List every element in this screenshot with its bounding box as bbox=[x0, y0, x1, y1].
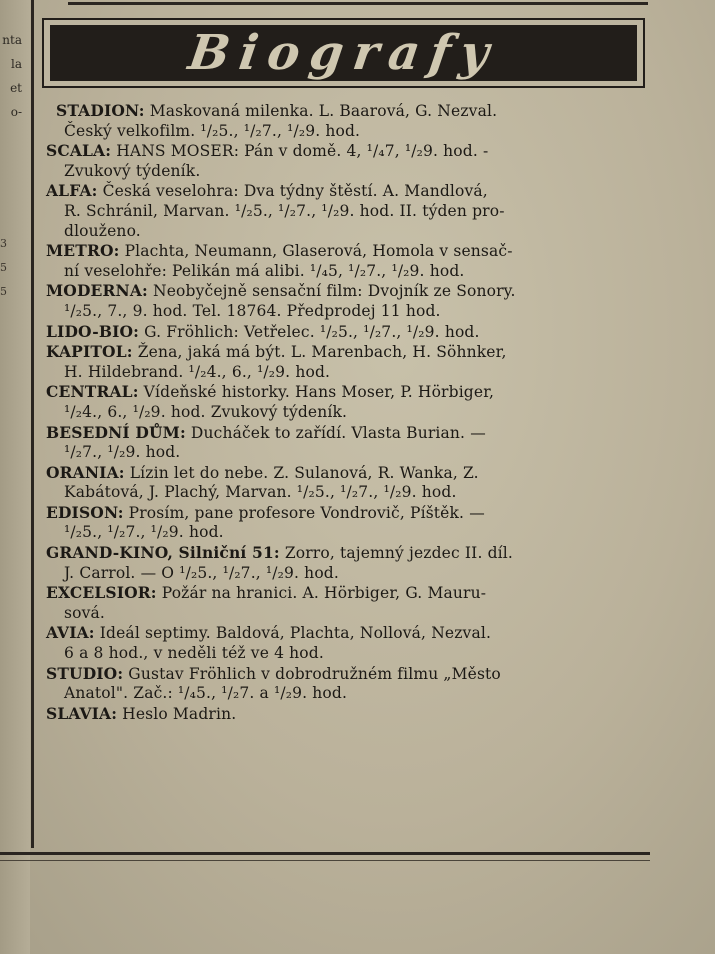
header-band bbox=[50, 25, 637, 81]
cinema-name: SCALA: bbox=[46, 141, 112, 161]
listing-text: Maskovaná milenka. L. Baarová, G. Nezval. bbox=[149, 102, 498, 120]
cinema-listings bbox=[46, 101, 676, 724]
cinema-listing bbox=[46, 382, 676, 422]
listing-text: Ideál septimy. Baldová, Plachta, Nollová, Nezval. bbox=[99, 624, 492, 643]
listing-text: Prosím, pane profesore Vondrovič, Píštěk. — bbox=[128, 503, 485, 522]
listing-first-line bbox=[46, 241, 676, 262]
listing-first-line bbox=[46, 281, 676, 302]
cinema-name: ORANIA: bbox=[46, 462, 125, 482]
cinema-name: AVIA: bbox=[46, 623, 95, 643]
cinema-name: GRAND-KINO, Silniční 51: bbox=[46, 543, 280, 563]
listing-text: ¹/₂7., ¹/₂9. hod. bbox=[64, 443, 181, 462]
listing-text: R. Schránil, Marvan. ¹/₂5., ¹/₂7., ¹/₂9. hod. II. týden pro- bbox=[64, 201, 505, 220]
listing-continuation-line bbox=[46, 122, 676, 142]
cinema-name: SLAVIA: bbox=[46, 703, 118, 723]
listing-text: dlouženo. bbox=[64, 221, 141, 240]
cinema-listing bbox=[46, 423, 676, 463]
cinema-listing bbox=[46, 101, 676, 141]
listing-continuation-line bbox=[46, 262, 676, 282]
listing-text: J. Carrol. — O ¹/₂5., ¹/₂7., ¹/₂9. hod. bbox=[64, 563, 339, 582]
listing-text: Žena, jaká má být. L. Marenbach, H. Söhnker, bbox=[137, 343, 507, 362]
listing-continuation-line bbox=[46, 202, 676, 222]
listing-first-line bbox=[46, 423, 676, 444]
listing-text: 6 a 8 hod., v neděli též ve 4 hod. bbox=[64, 644, 324, 663]
cinema-listing bbox=[46, 141, 676, 181]
cinema-listing bbox=[46, 463, 676, 503]
listing-text: Česká veselohra: Dva týdny štěstí. A. Mandlová, bbox=[102, 182, 488, 201]
listing-first-line bbox=[46, 503, 676, 524]
cinema-name: METRO: bbox=[46, 241, 120, 261]
listing-text: sová. bbox=[64, 603, 105, 622]
cinema-name: CENTRAL: bbox=[46, 382, 139, 402]
fragment-digit: 3 bbox=[0, 237, 7, 250]
listing-text: Zorro, tajemný jezdec II. díl. bbox=[284, 544, 513, 563]
fragment-digit: 5 bbox=[0, 285, 7, 298]
listing-continuation-line bbox=[46, 564, 676, 584]
column-divider bbox=[31, 0, 34, 848]
cinema-listing bbox=[46, 543, 676, 583]
cinema-listing bbox=[46, 342, 676, 382]
listing-continuation-line bbox=[46, 363, 676, 383]
cinema-name: EDISON: bbox=[46, 502, 124, 522]
listing-continuation-line bbox=[46, 403, 676, 423]
listing-text: Plachta, Neumann, Glaserová, Homola v sensač- bbox=[124, 242, 513, 261]
listing-continuation-line bbox=[46, 483, 676, 503]
adjacent-column-text bbox=[0, 28, 22, 124]
cinema-name: STUDIO: bbox=[46, 663, 124, 683]
section-title: Biografy bbox=[184, 25, 503, 81]
listing-text: Vídeňské historky. Hans Moser, P. Hörbiger, bbox=[143, 383, 495, 402]
cinema-name: EXCELSIOR: bbox=[46, 583, 157, 603]
fragment-line: et bbox=[10, 81, 22, 95]
section-header-banner bbox=[42, 18, 645, 88]
listing-text: ¹/₂5., ¹/₂7., ¹/₂9. hod. bbox=[64, 523, 224, 542]
cinema-listing bbox=[46, 583, 676, 623]
cinema-name: BESEDNÍ DŮM: bbox=[46, 422, 186, 442]
listing-text: H. Hildebrand. ¹/₂4., 6., ¹/₂9. hod. bbox=[64, 362, 331, 381]
listing-text: Neobyčejně sensační film: Dvojník ze Sonory. bbox=[153, 282, 516, 301]
listing-continuation-line bbox=[46, 222, 676, 242]
cinema-name: LIDO-BIO: bbox=[46, 321, 140, 341]
listing-first-line bbox=[46, 623, 676, 644]
listing-text: ¹/₂5., 7., 9. hod. Tel. 18764. Předprodej 11 hod. bbox=[64, 301, 441, 320]
cinema-name: ALFA: bbox=[46, 181, 98, 201]
adjacent-column-edge bbox=[0, 0, 30, 954]
listing-first-line bbox=[46, 704, 676, 725]
listing-continuation-line bbox=[46, 684, 676, 704]
cinema-listing bbox=[46, 181, 676, 241]
fragment-line: nta bbox=[2, 33, 22, 47]
listing-first-line bbox=[46, 181, 676, 202]
listing-continuation-line bbox=[46, 302, 676, 322]
cinema-listing bbox=[46, 281, 676, 321]
cinema-listing bbox=[46, 241, 676, 281]
cinema-listing bbox=[46, 704, 676, 725]
listing-continuation-line bbox=[46, 604, 676, 624]
cinema-name: KAPITOL: bbox=[46, 342, 133, 362]
listing-text: Heslo Madrin. bbox=[122, 704, 237, 723]
fragment-line: la bbox=[11, 57, 22, 71]
listing-first-line bbox=[46, 583, 676, 604]
listing-text: ní veselohře: Pelikán má alibi. ¹/₄5, ¹/₂7., ¹/₂9. hod. bbox=[64, 261, 465, 280]
bottom-rule-thin bbox=[0, 860, 650, 861]
listing-text: Gustav Fröhlich v dobrodružném filmu „Město bbox=[128, 664, 501, 683]
cinema-listing bbox=[46, 503, 676, 543]
cinema-listing bbox=[46, 623, 676, 663]
listing-continuation-line bbox=[46, 162, 676, 182]
listing-first-line bbox=[56, 101, 676, 122]
cinema-listing bbox=[46, 664, 676, 704]
listing-text: Kabátová, J. Plachý, Marvan. ¹/₂5., ¹/₂7., ¹/₂9. hod. bbox=[64, 483, 457, 502]
fragment-digit: 5 bbox=[0, 261, 7, 274]
listing-first-line bbox=[46, 543, 676, 564]
listing-text: HANS MOSER: Pán v domě. 4, ¹/₄7, ¹/₂9. hod. - bbox=[116, 142, 489, 161]
listing-first-line bbox=[46, 664, 676, 685]
fragment-line: o- bbox=[10, 105, 22, 119]
listing-text: G. Fröhlich: Vetřelec. ¹/₂5., ¹/₂7., ¹/₂9. hod. bbox=[144, 322, 480, 341]
listing-first-line bbox=[46, 141, 676, 162]
listing-continuation-line bbox=[46, 443, 676, 463]
listing-first-line bbox=[46, 322, 676, 343]
listing-first-line bbox=[46, 342, 676, 363]
cinema-name: STADION: bbox=[56, 101, 145, 120]
cinema-listing bbox=[46, 322, 676, 343]
listing-continuation-line bbox=[46, 523, 676, 543]
listing-text: Anatol". Zač.: ¹/₄5., ¹/₂7. a ¹/₂9. hod. bbox=[64, 684, 348, 703]
listing-text: Lízin let do nebe. Z. Sulanová, R. Wanka, Z. bbox=[129, 463, 479, 482]
listing-text: Český velkofilm. ¹/₂5., ¹/₂7., ¹/₂9. hod. bbox=[64, 121, 361, 140]
listing-first-line bbox=[46, 382, 676, 403]
listing-text: Požár na hranici. A. Hörbiger, G. Mauru- bbox=[161, 584, 487, 603]
listing-text: Ducháček to zařídí. Vlasta Burian. — bbox=[190, 423, 486, 442]
listing-text: ¹/₂4., 6., ¹/₂9. hod. Zvukový týdeník. bbox=[64, 402, 348, 421]
adjacent-column-digits bbox=[0, 232, 8, 304]
listing-continuation-line bbox=[46, 644, 676, 664]
cinema-name: MODERNA: bbox=[46, 281, 148, 301]
listing-first-line bbox=[46, 463, 676, 484]
listing-text: Zvukový týdeník. bbox=[64, 161, 201, 180]
bottom-rule bbox=[0, 852, 650, 855]
top-rule bbox=[68, 2, 648, 5]
